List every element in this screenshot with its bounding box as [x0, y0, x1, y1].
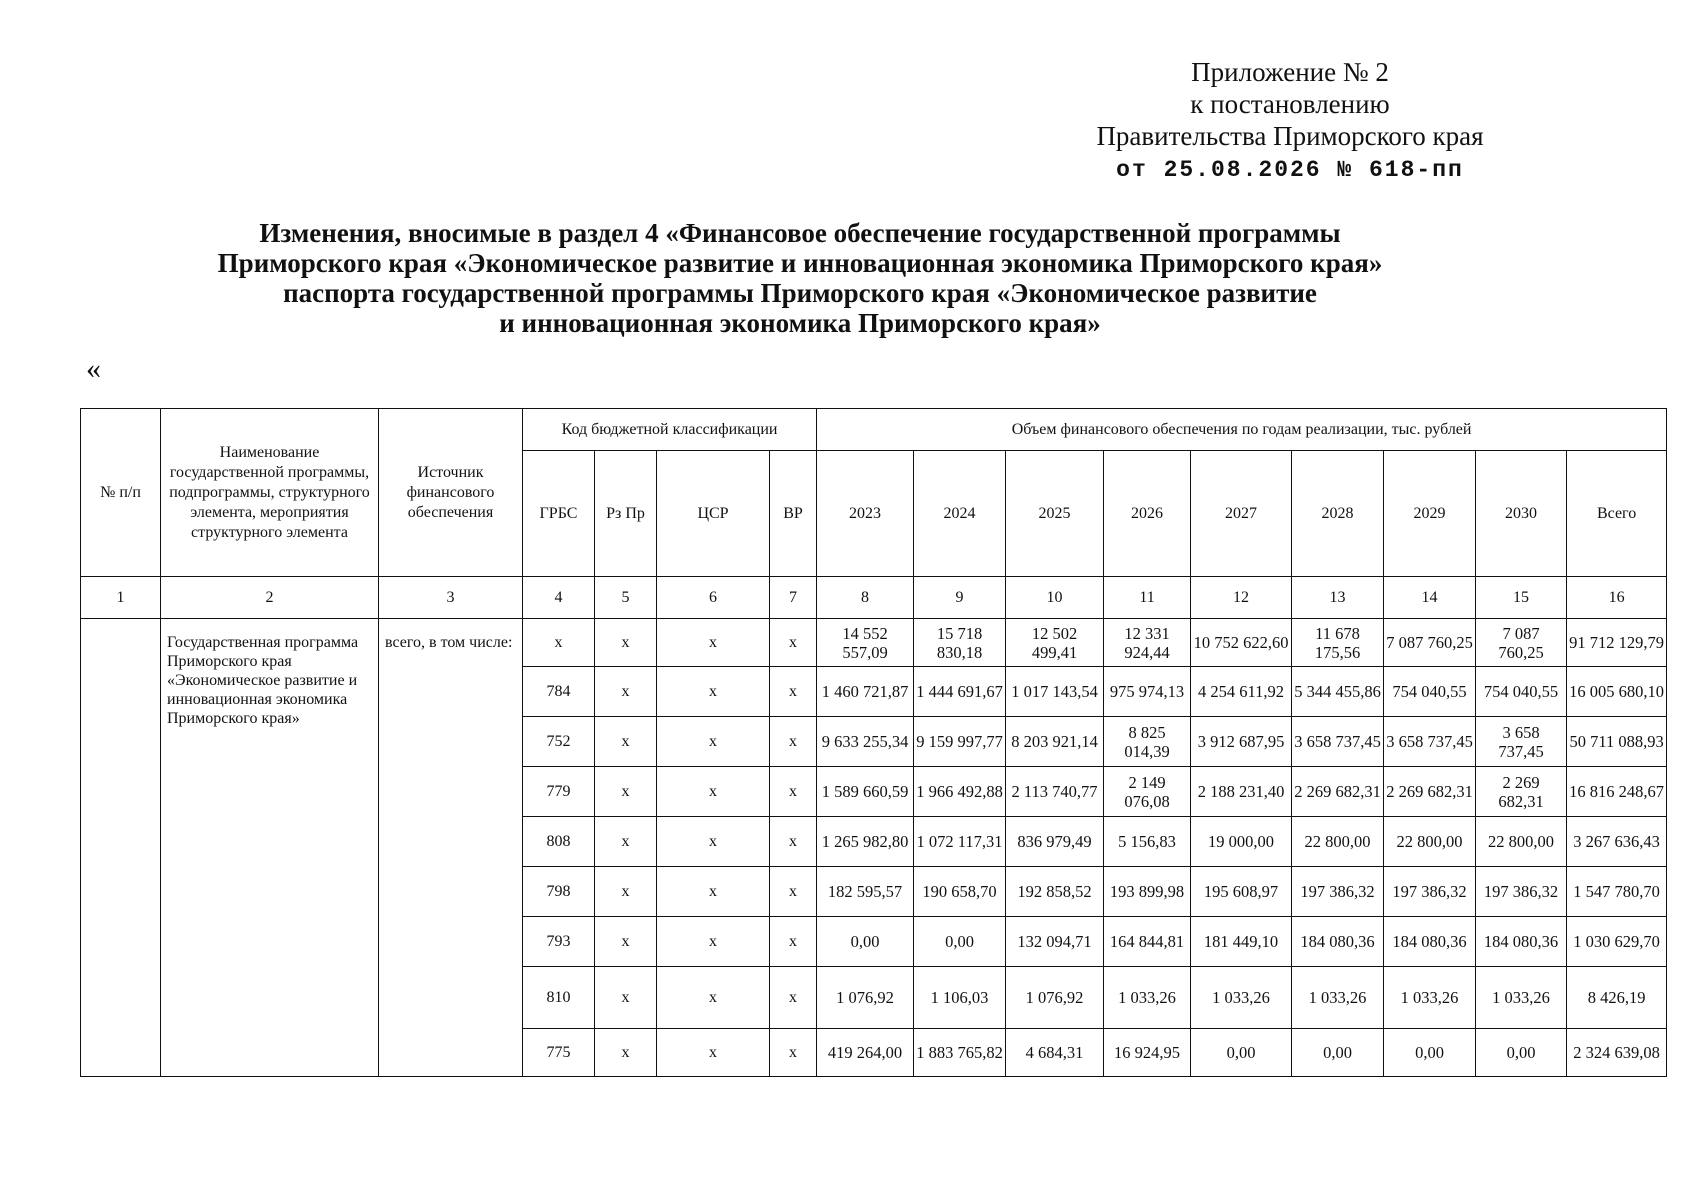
column-index: 12: [1191, 577, 1292, 619]
cell-2024: 1 883 765,82: [914, 1029, 1006, 1077]
cell-2030: 754 040,55: [1476, 667, 1567, 717]
cell-2023: 419 264,00: [817, 1029, 914, 1077]
cell-2030: 22 800,00: [1476, 817, 1567, 867]
title-line-3: паспорта государственной программы Приморского края «Экономическое развитие: [283, 278, 1317, 308]
cell-rzpr: х: [595, 917, 657, 967]
table-row: [81, 619, 1667, 667]
cell-grbs: 775: [523, 1029, 595, 1077]
cell-2026: 193 899,98: [1104, 867, 1191, 917]
cell-2023: 182 595,57: [817, 867, 914, 917]
header-volume-group: Объем финансового обеспечения по годам реализации, тыс. рублей: [817, 409, 1667, 451]
program-name: Государственная программа Приморского края «Экономическое развитие и инновационная экономика Приморского края»: [161, 619, 379, 1077]
cell-rzpr: х: [595, 867, 657, 917]
cell-2030: 2 269 682,31: [1476, 767, 1567, 817]
cell-2024: 1 106,03: [914, 967, 1006, 1029]
appendix-line-3: Правительства Приморского края: [1096, 121, 1484, 151]
cell-2027: 195 608,97: [1191, 867, 1292, 917]
cell-vr: х: [770, 817, 817, 867]
header-vr: ВР: [770, 451, 817, 577]
cell-2028: 197 386,32: [1292, 867, 1384, 917]
cell-2028: 3 658 737,45: [1292, 717, 1384, 767]
column-index-row: [81, 577, 1667, 619]
cell-vr: х: [770, 667, 817, 717]
header-year-2029: 2029: [1384, 451, 1476, 577]
cell-2030: 1 033,26: [1476, 967, 1567, 1029]
cell-rzpr: х: [595, 1029, 657, 1077]
column-index: 16: [1567, 577, 1667, 619]
cell-2026: 975 974,13: [1104, 667, 1191, 717]
appendix-line-1: Приложение № 2: [1191, 57, 1389, 87]
cell-grbs: 784: [523, 667, 595, 717]
cell-2030: 3 658 737,45: [1476, 717, 1567, 767]
cell-2027: 1 033,26: [1191, 967, 1292, 1029]
cell-2029: 1 033,26: [1384, 967, 1476, 1029]
cell-total: 1 547 780,70: [1567, 867, 1667, 917]
column-index: 5: [595, 577, 657, 619]
cell-2023: 1 265 982,80: [817, 817, 914, 867]
cell-vr: х: [770, 917, 817, 967]
cell-2023: 1 076,92: [817, 967, 914, 1029]
cell-2025: 836 979,49: [1006, 817, 1104, 867]
cell-2029: 197 386,32: [1384, 867, 1476, 917]
cell-2023: 1 460 721,87: [817, 667, 914, 717]
header-total: Всего: [1567, 451, 1667, 577]
column-index: 13: [1292, 577, 1384, 619]
cell-2030: 7 087 760,25: [1476, 619, 1567, 667]
cell-csr: х: [657, 619, 770, 667]
cell-2024: 1 966 492,88: [914, 767, 1006, 817]
cell-2029: 7 087 760,25: [1384, 619, 1476, 667]
cell-csr: х: [657, 867, 770, 917]
column-index: 11: [1104, 577, 1191, 619]
cell-2030: 0,00: [1476, 1029, 1567, 1077]
cell-2023: 14 552 557,09: [817, 619, 914, 667]
cell-total: 8 426,19: [1567, 967, 1667, 1029]
cell-grbs: 810: [523, 967, 595, 1029]
cell-2025: 192 858,52: [1006, 867, 1104, 917]
cell-csr: х: [657, 767, 770, 817]
cell-total: 3 267 636,43: [1567, 817, 1667, 867]
cell-2026: 1 033,26: [1104, 967, 1191, 1029]
cell-2027: 19 000,00: [1191, 817, 1292, 867]
cell-rzpr: х: [595, 717, 657, 767]
cell-total: 1 030 629,70: [1567, 917, 1667, 967]
header-year-2023: 2023: [817, 451, 914, 577]
cell-vr: х: [770, 717, 817, 767]
cell-csr: х: [657, 1029, 770, 1077]
cell-2024: 9 159 997,77: [914, 717, 1006, 767]
header-year-2024: 2024: [914, 451, 1006, 577]
cell-2027: 0,00: [1191, 1029, 1292, 1077]
cell-2023: 9 633 255,34: [817, 717, 914, 767]
cell-2023: 0,00: [817, 917, 914, 967]
header-num: № п/п: [81, 409, 161, 577]
column-index: 10: [1006, 577, 1104, 619]
column-index: 3: [379, 577, 523, 619]
cell-2028: 11 678 175,56: [1292, 619, 1384, 667]
cell-2025: 8 203 921,14: [1006, 717, 1104, 767]
cell-total: 91 712 129,79: [1567, 619, 1667, 667]
cell-2029: 3 658 737,45: [1384, 717, 1476, 767]
cell-2029: 184 080,36: [1384, 917, 1476, 967]
cell-2025: 1 076,92: [1006, 967, 1104, 1029]
cell-vr: х: [770, 1029, 817, 1077]
cell-grbs: х: [523, 619, 595, 667]
cell-csr: х: [657, 717, 770, 767]
cell-2030: 184 080,36: [1476, 917, 1567, 967]
cell-2028: 5 344 455,86: [1292, 667, 1384, 717]
header-name: Наименование государственной программы, подпрограммы, структурного элемента, мероприятия структурного элемента: [161, 409, 379, 577]
cell-2027: 4 254 611,92: [1191, 667, 1292, 717]
cell-rzpr: х: [595, 619, 657, 667]
cell-2025: 1 017 143,54: [1006, 667, 1104, 717]
cell-vr: х: [770, 619, 817, 667]
cell-2025: 132 094,71: [1006, 917, 1104, 967]
cell-grbs: 808: [523, 817, 595, 867]
header-csr: ЦСР: [657, 451, 770, 577]
cell-2028: 0,00: [1292, 1029, 1384, 1077]
title-line-4: и инновационная экономика Приморского края»: [499, 308, 1101, 338]
cell-rzpr: х: [595, 967, 657, 1029]
cell-2029: 754 040,55: [1384, 667, 1476, 717]
column-index: 6: [657, 577, 770, 619]
column-index: 8: [817, 577, 914, 619]
cell-2027: 10 752 622,60: [1191, 619, 1292, 667]
cell-2024: 190 658,70: [914, 867, 1006, 917]
cell-2024: 1 072 117,31: [914, 817, 1006, 867]
column-index: 9: [914, 577, 1006, 619]
header-source: Источник финансового обеспечения: [379, 409, 523, 577]
title-line-1: Изменения, вносимые в раздел 4 «Финансовое обеспечение государственной программы: [259, 218, 1341, 248]
cell-2028: 184 080,36: [1292, 917, 1384, 967]
cell-total: 16 816 248,67: [1567, 767, 1667, 817]
appendix-date: от 25.08.2026 № 618-пп: [1116, 157, 1464, 183]
column-index: 4: [523, 577, 595, 619]
cell-total: 50 711 088,93: [1567, 717, 1667, 767]
cell-vr: х: [770, 767, 817, 817]
cell-rzpr: х: [595, 667, 657, 717]
funding-source: всего, в том числе:: [379, 619, 523, 1077]
cell-2028: 1 033,26: [1292, 967, 1384, 1029]
financing-table: [80, 408, 1667, 1077]
cell-csr: х: [657, 917, 770, 967]
cell-2025: 2 113 740,77: [1006, 767, 1104, 817]
table-body: [81, 619, 1667, 1077]
cell-csr: х: [657, 967, 770, 1029]
cell-2029: 2 269 682,31: [1384, 767, 1476, 817]
cell-csr: х: [657, 667, 770, 717]
cell-2027: 2 188 231,40: [1191, 767, 1292, 817]
appendix-line-2: к постановлению: [1190, 89, 1390, 119]
cell-2026: 8 825 014,39: [1104, 717, 1191, 767]
column-index: 14: [1384, 577, 1476, 619]
title-line-2: Приморского края «Экономическое развитие и инновационная экономика Приморского края»: [217, 248, 1383, 278]
cell-2026: 12 331 924,44: [1104, 619, 1191, 667]
header-rzpr: Рз Пр: [595, 451, 657, 577]
cell-2026: 16 924,95: [1104, 1029, 1191, 1077]
cell-grbs: 798: [523, 867, 595, 917]
cell-2028: 2 269 682,31: [1292, 767, 1384, 817]
cell-2029: 22 800,00: [1384, 817, 1476, 867]
cell-vr: х: [770, 867, 817, 917]
cell-2026: 5 156,83: [1104, 817, 1191, 867]
column-index: 15: [1476, 577, 1567, 619]
cell-2024: 15 718 830,18: [914, 619, 1006, 667]
cell-2025: 4 684,31: [1006, 1029, 1104, 1077]
cell-grbs: 779: [523, 767, 595, 817]
header-kbk-group: Код бюджетной классификации: [523, 409, 817, 451]
document-title: [150, 218, 1450, 338]
cell-rzpr: х: [595, 817, 657, 867]
header-year-2027: 2027: [1191, 451, 1292, 577]
cell-2025: 12 502 499,41: [1006, 619, 1104, 667]
cell-2024: 0,00: [914, 917, 1006, 967]
column-index: 1: [81, 577, 161, 619]
appendix-block: [1080, 56, 1500, 186]
header-year-2030: 2030: [1476, 451, 1567, 577]
cell-csr: х: [657, 817, 770, 867]
header-year-2025: 2025: [1006, 451, 1104, 577]
header-year-2026: 2026: [1104, 451, 1191, 577]
column-index: 7: [770, 577, 817, 619]
row-number-cell: [81, 619, 161, 1077]
cell-2026: 2 149 076,08: [1104, 767, 1191, 817]
cell-rzpr: х: [595, 767, 657, 817]
cell-2026: 164 844,81: [1104, 917, 1191, 967]
cell-2027: 181 449,10: [1191, 917, 1292, 967]
cell-2027: 3 912 687,95: [1191, 717, 1292, 767]
cell-grbs: 793: [523, 917, 595, 967]
cell-total: 2 324 639,08: [1567, 1029, 1667, 1077]
cell-2028: 22 800,00: [1292, 817, 1384, 867]
cell-2030: 197 386,32: [1476, 867, 1567, 917]
header-year-2028: 2028: [1292, 451, 1384, 577]
opening-quote: «: [86, 352, 101, 385]
cell-total: 16 005 680,10: [1567, 667, 1667, 717]
cell-grbs: 752: [523, 717, 595, 767]
cell-vr: х: [770, 967, 817, 1029]
cell-2029: 0,00: [1384, 1029, 1476, 1077]
column-index: 2: [161, 577, 379, 619]
cell-2024: 1 444 691,67: [914, 667, 1006, 717]
cell-2023: 1 589 660,59: [817, 767, 914, 817]
header-grbs: ГРБС: [523, 451, 595, 577]
